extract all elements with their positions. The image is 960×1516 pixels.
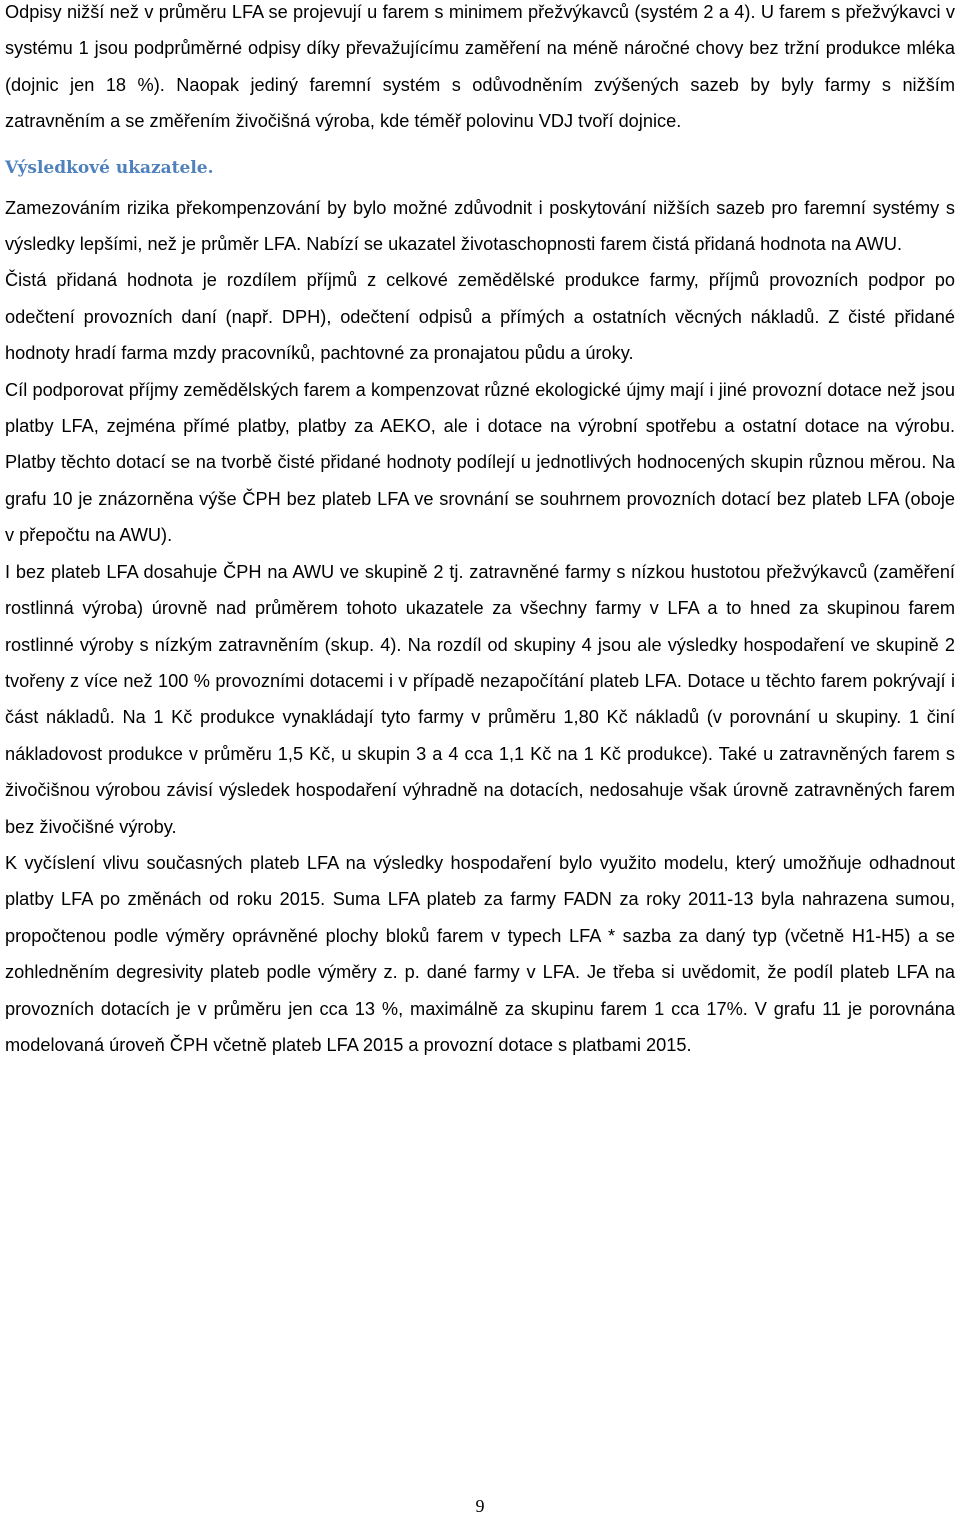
- paragraph-cista-pridana-hodnota: Čistá přidaná hodnota je rozdílem příjmů z celkové zemědělské produkce farmy, příjmů provozních podpor po odečtení provozních daní (např. DPH), odečtení odpisů a přímých a ostatních věcných nákladů. Z čisté přidané hodnoty hradí farma mzdy pracovníků, pachtovné za pronajatou půdu a úroky.: [5, 270, 955, 364]
- paragraph-odpisy: Odpisy nižší než v průměru LFA se projevují u farem s minimem přežvýkavců (systém 2 a 4). U farem s přežvýkavci v systému 1 jsou podprůměrné odpisy díky převažujícímu zaměření na méně náročné chovy bez tržní produkce mléka (dojnic jen 18 %). Naopak jediný faremní systém s odůvodněním zvýšených sazeb by byly farmy s nižším zatravněním a se změřením živočišná výroba, kde téměř polovinu VDJ tvoří dojnice.: [5, 2, 955, 132]
- page-number: 9: [475, 1496, 485, 1516]
- paragraph-zamezovani: Zamezováním rizika překompenzování by bylo možné zdůvodnit i poskytování nižších sazeb pro faremní systémy s výsledky lepšími, než je průměr LFA. Nabízí se ukazatel životaschopnosti farem čistá přidaná hodnota na AWU.: [5, 197, 955, 255]
- document-page: [5, 0, 955, 1063]
- paragraph-bez-plateb-lfa: I bez plateb LFA dosahuje ČPH na AWU ve skupině 2 tj. zatravněné farmy s nízkou hustotou přežvýkavců (zaměření rostlinná výroba) úrovně nad průměrem tohoto ukazatele za všechny farmy v LFA a to hned za skupinou farem rostlinné výroby s nízkým zatravněním (skup. 4). Na rozdíl od skupiny 4 jsou ale výsledky hospodaření ve skupině 2 tvořeny z více než 100 % provozními dotacemi i v případě nezapočítání plateb LFA. Dotace u těchto farem pokrývají i část nákladů. Na 1 Kč produkce vynakládají tyto farmy v průměru 1,80 Kč nákladů (v porovnání u skupiny. 1 činí nákladovost produkce v průměru 1,5 Kč, u skupin 3 a 4 cca 1,1 Kč na 1 Kč produkce). Také u zatravněných farem s živočišnou výrobou závisí výsledek hospodaření výhradně na dotacích, nedosahuje však úrovně zatravněných farem bez živočišné výroby.: [5, 561, 955, 837]
- paragraph-vycisleni-vlivu: K vyčíslení vlivu současných plateb LFA na výsledky hospodaření bylo využito modelu, který umožňuje odhadnout platby LFA po změnách od roku 2015. Suma LFA plateb za farmy FADN za roky 2011-13 byla nahrazena sumou, propočtenou podle výměry oprávněné plochy bloků farem v typech LFA * sazba za daný typ (včetně H1-H5) a se zohledněním degresivity plateb podle výměry z. p. dané farmy v LFA. Je třeba si uvědomit, že podíl plateb LFA na provozních dotacích je v průměru jen cca 13 %, maximálně za skupinu farem 1 cca 17%. V grafu 11 je porovnána modelovaná úroveň ČPH včetně plateb LFA 2015 a provozní dotace s platbami 2015.: [5, 852, 955, 1055]
- paragraph-cil-podporovat: Cíl podporovat příjmy zemědělských farem a kompenzovat různé ekologické újmy mají i jiné provozní dotace než jsou platby LFA, zejména přímé platby, platby za AEKO, ale i dotace na výrobní spotřebu a ostatní dotace na výrobu. Platby těchto dotací se na tvorbě čisté přidané hodnoty podílejí u jednotlivých hodnocených skupin různou měrou. Na grafu 10 je znázorněna výše ČPH bez plateb LFA ve srovnání se souhrnem provozních dotací bez plateb LFA (oboje v přepočtu na AWU).: [5, 379, 955, 546]
- section-heading: Výsledkové ukazatele.: [5, 157, 214, 178]
